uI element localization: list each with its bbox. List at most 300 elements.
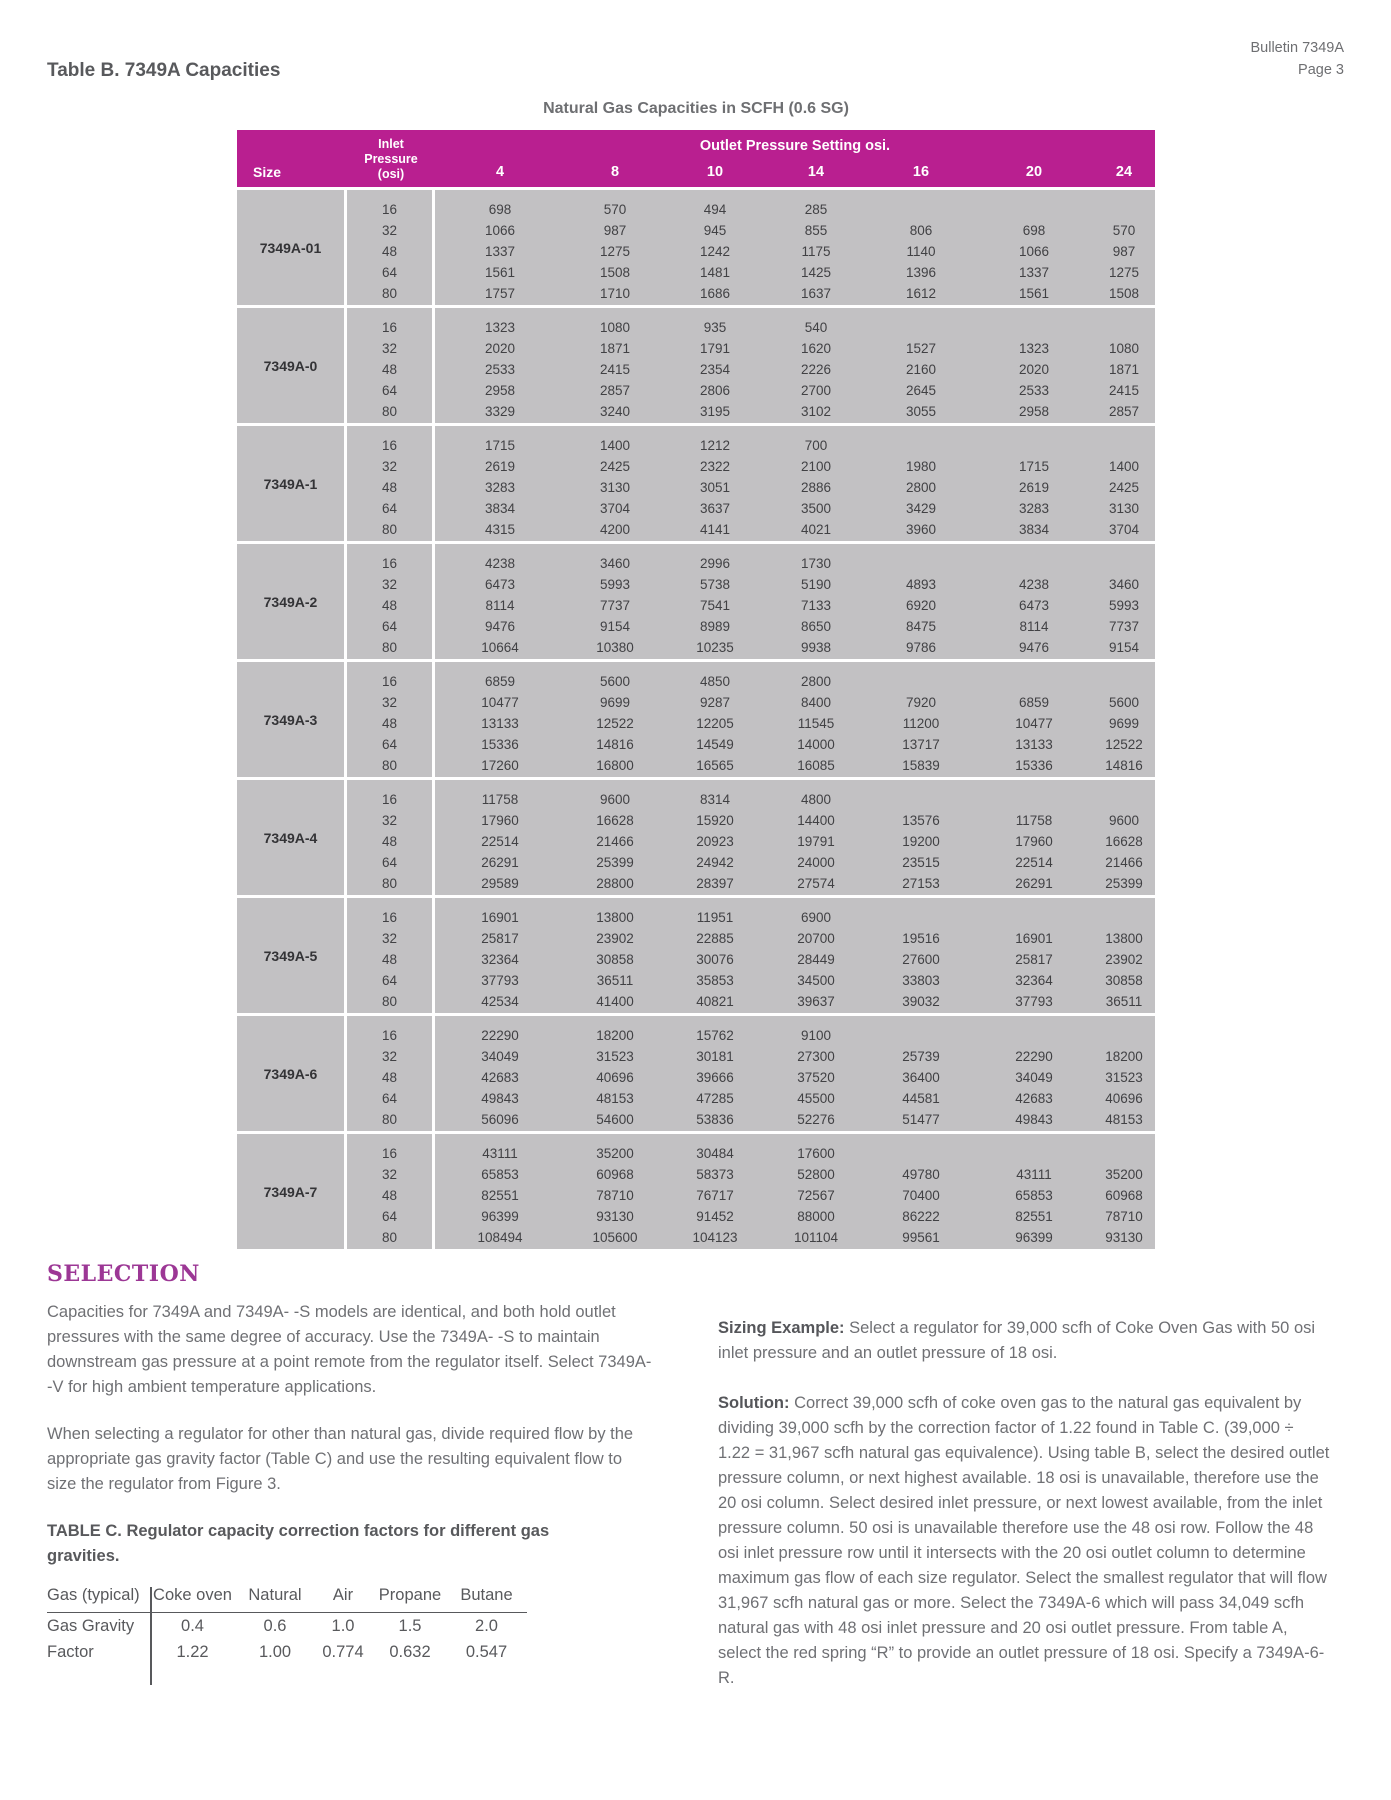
outlet-column-header: 8	[610, 164, 620, 180]
capacity-value: 7541	[699, 598, 731, 613]
inlet-pressure-value: 32	[381, 813, 398, 828]
capacity-value: 53836	[696, 1112, 734, 1127]
size-label: 7349A-7	[237, 1134, 347, 1249]
capacity-value: 935	[703, 320, 727, 335]
size-group-row	[237, 898, 1155, 1013]
capacity-value: 3500	[800, 501, 832, 516]
capacity-value: 2857	[599, 383, 631, 398]
capacity-value: 24942	[696, 855, 734, 870]
capacity-value: 14816	[1105, 758, 1143, 773]
capacity-value: 2322	[699, 459, 731, 474]
table-c-row	[47, 1639, 527, 1665]
capacity-value: 11200	[902, 716, 940, 731]
table-c-row-label: Gas Gravity	[47, 1616, 135, 1635]
capacity-value: 16565	[696, 758, 734, 773]
inlet-pressure-value: 48	[381, 952, 398, 967]
capacity-value: 6900	[800, 910, 832, 925]
capacity-value: 8989	[699, 619, 731, 634]
capacity-value: 2806	[699, 383, 731, 398]
table-c	[47, 1583, 527, 1665]
inlet-pressure-value: 32	[381, 459, 398, 474]
inlet-pressure-value: 64	[381, 973, 398, 988]
capacity-value: 15336	[1015, 758, 1053, 773]
capacity-value: 2958	[484, 383, 516, 398]
inlet-header-line: (osi)	[377, 167, 405, 181]
capacity-value: 987	[1112, 244, 1136, 259]
capacity-value: 16901	[1015, 931, 1053, 946]
capacity-value: 3195	[699, 404, 731, 419]
capacity-value: 10664	[481, 640, 519, 655]
capacity-value: 806	[909, 223, 933, 238]
capacity-value: 49843	[1015, 1112, 1053, 1127]
capacity-value: 20700	[797, 931, 835, 946]
capacity-value: 2619	[484, 459, 516, 474]
table-c-row	[47, 1613, 527, 1639]
table-c-value: 1.5	[398, 1616, 422, 1635]
sizing-example-label: Sizing Example:	[718, 1319, 845, 1337]
capacity-value: 9786	[905, 640, 937, 655]
capacity-value: 13800	[1105, 931, 1143, 946]
capacity-value: 1396	[905, 265, 937, 280]
size-group-row	[237, 426, 1155, 541]
inlet-pressure-column-header	[347, 130, 435, 187]
capacity-value: 41400	[596, 994, 634, 1009]
inlet-pressure-column	[347, 1134, 435, 1249]
outlet-pressure-heading: Outlet Pressure Setting osi.	[699, 138, 891, 154]
solution-label: Solution:	[718, 1394, 790, 1412]
capacity-value: 1140	[906, 244, 936, 259]
capacity-value: 9100	[800, 1028, 832, 1043]
capacity-value: 9600	[599, 792, 631, 807]
capacity-value: 30181	[696, 1049, 734, 1064]
outlet-column-header: 20	[1025, 164, 1043, 180]
capacity-value: 10235	[696, 640, 734, 655]
capacity-value: 15336	[481, 737, 519, 752]
capacity-value: 34049	[1015, 1070, 1053, 1085]
capacity-value: 2533	[484, 362, 516, 377]
table-c-header-row	[47, 1583, 527, 1613]
size-group-row	[237, 190, 1155, 305]
capacity-value: 2700	[800, 383, 832, 398]
size-group-row	[237, 544, 1155, 659]
selection-paragraph-1: Capacities for 7349A and 7349A- -S models are identical, and both hold outlet pressures with the same degree of accuracy. Use the 7349A- -S to maintain downstream gas pressure at a point remote from the regulator itself. Select 7349A- -V for high ambient temperature applications.	[47, 1303, 652, 1396]
capacity-value: 1275	[599, 244, 631, 259]
table-c-value: 0.774	[322, 1642, 364, 1661]
inlet-pressure-value: 32	[381, 931, 398, 946]
selection-heading: SELECTION	[47, 1261, 200, 1287]
capacity-value: 37793	[1015, 994, 1053, 1009]
inlet-pressure-value: 16	[381, 792, 398, 807]
capacity-values-grid	[435, 544, 1155, 659]
gas-column-header: Air	[332, 1586, 354, 1604]
capacity-value: 1508	[1108, 286, 1140, 301]
capacity-value: 4238	[1018, 577, 1050, 592]
inlet-pressure-value: 48	[381, 1070, 398, 1085]
inlet-pressure-value: 32	[381, 695, 398, 710]
capacity-value: 27153	[902, 876, 940, 891]
table-c-value: 2.0	[475, 1616, 498, 1635]
capacity-value: 1637	[800, 286, 832, 301]
capacity-value: 34500	[797, 973, 835, 988]
capacity-value: 40696	[596, 1070, 634, 1085]
capacity-value: 1620	[800, 341, 832, 356]
table-c-corner-header: Gas (typical)	[47, 1586, 140, 1604]
capacity-value: 15839	[902, 758, 940, 773]
capacity-value: 1871	[599, 341, 631, 356]
capacity-value: 8314	[699, 792, 731, 807]
inlet-pressure-value: 80	[381, 876, 398, 891]
inlet-pressure-value: 32	[381, 1049, 398, 1064]
capacity-value: 26291	[481, 855, 519, 870]
capacity-value: 48153	[596, 1091, 634, 1106]
inlet-pressure-column	[347, 190, 435, 305]
capacity-value: 18200	[596, 1028, 634, 1043]
capacity-value: 3429	[905, 501, 937, 516]
capacity-value: 1337	[1018, 265, 1050, 280]
capacity-value: 494	[703, 202, 727, 217]
capacity-value: 570	[1112, 223, 1136, 238]
inlet-pressure-column	[347, 662, 435, 777]
capacity-value: 36511	[1105, 994, 1143, 1009]
inlet-pressure-value: 16	[381, 910, 398, 925]
capacity-value: 22514	[481, 834, 519, 849]
inlet-pressure-value: 16	[381, 202, 398, 217]
capacity-value: 60968	[596, 1167, 634, 1182]
capacity-value: 20923	[696, 834, 734, 849]
capacity-value: 1980	[905, 459, 937, 474]
outlet-column-header: 4	[495, 164, 505, 180]
outlet-column-header: 10	[706, 164, 724, 180]
inlet-pressure-column	[347, 544, 435, 659]
capacity-value: 3460	[1108, 577, 1140, 592]
capacity-value: 25817	[1015, 952, 1053, 967]
capacity-value: 9938	[800, 640, 832, 655]
inlet-pressure-value: 80	[381, 994, 398, 1009]
inlet-pressure-value: 80	[381, 404, 398, 419]
capacity-value: 8400	[800, 695, 832, 710]
capacity-value: 78710	[596, 1188, 634, 1203]
capacity-value: 9287	[699, 695, 731, 710]
capacity-value: 1871	[1108, 362, 1140, 377]
capacity-value: 4238	[484, 556, 516, 571]
gas-column-header: Propane	[378, 1586, 442, 1604]
capacity-value: 3637	[699, 501, 731, 516]
inlet-pressure-value: 64	[381, 855, 398, 870]
capacity-value: 52276	[797, 1112, 835, 1127]
capacity-value: 2800	[905, 480, 937, 495]
capacities-table	[237, 130, 1155, 1249]
capacity-value: 25399	[1105, 876, 1143, 891]
outlet-column-header: 14	[807, 164, 825, 180]
capacity-value: 10380	[596, 640, 634, 655]
inlet-pressure-value: 32	[381, 341, 398, 356]
inlet-pressure-value: 48	[381, 598, 398, 613]
capacity-value: 35853	[696, 973, 734, 988]
capacity-value: 1212	[699, 438, 731, 453]
capacity-value: 2415	[599, 362, 631, 377]
capacity-value: 86222	[902, 1209, 940, 1224]
capacity-value: 6859	[1018, 695, 1050, 710]
capacity-value: 1730	[800, 556, 832, 571]
capacity-value: 7133	[800, 598, 832, 613]
size-group-row	[237, 662, 1155, 777]
capacity-value: 3240	[599, 404, 631, 419]
capacity-value: 1791	[699, 341, 731, 356]
table-c-value: 0.547	[465, 1642, 508, 1661]
capacity-value: 2533	[1018, 383, 1050, 398]
capacity-value: 2100	[800, 459, 832, 474]
inlet-header-line: Pressure	[364, 152, 418, 166]
table-c-title: TABLE C. Regulator capacity correction factors for different gas gravities.	[47, 1522, 550, 1565]
capacity-value: 47285	[696, 1091, 734, 1106]
capacity-value: 11758	[481, 792, 519, 807]
table-c-value: 0.6	[263, 1616, 287, 1635]
bulletin-reference	[1250, 38, 1344, 82]
size-group-row	[237, 1016, 1155, 1131]
table-c-value: 1.22	[176, 1642, 209, 1661]
capacity-value: 31523	[596, 1049, 634, 1064]
capacity-value: 108494	[477, 1230, 523, 1245]
capacity-value: 2415	[1108, 383, 1140, 398]
capacity-value: 7920	[905, 695, 937, 710]
capacity-value: 23902	[596, 931, 634, 946]
capacity-value: 27574	[797, 876, 835, 891]
capacity-value: 4315	[484, 522, 516, 537]
gas-column-header: Natural	[248, 1586, 302, 1604]
outlet-column-header: 16	[912, 164, 930, 180]
table-c-value: 0.4	[181, 1616, 204, 1635]
capacity-value: 101104	[793, 1230, 839, 1245]
inlet-pressure-value: 48	[381, 716, 398, 731]
capacity-value: 6473	[484, 577, 516, 592]
capacity-value: 70400	[902, 1188, 940, 1203]
capacity-value: 700	[804, 438, 828, 453]
capacity-values-grid	[435, 426, 1155, 541]
capacity-value: 105600	[592, 1230, 638, 1245]
capacity-value: 40821	[696, 994, 734, 1009]
inlet-pressure-column	[347, 780, 435, 895]
capacity-value: 17960	[1015, 834, 1053, 849]
capacity-value: 35200	[596, 1146, 634, 1161]
inlet-pressure-value: 16	[381, 556, 398, 571]
size-label: 7349A-4	[237, 780, 347, 895]
inlet-pressure-value: 16	[381, 1146, 398, 1161]
capacity-value: 1242	[699, 244, 731, 259]
inlet-pressure-column	[347, 426, 435, 541]
capacity-value: 4021	[800, 522, 832, 537]
capacity-value: 65853	[1015, 1188, 1053, 1203]
inlet-pressure-value: 64	[381, 737, 398, 752]
capacity-value: 3834	[484, 501, 516, 516]
capacity-value: 5190	[800, 577, 832, 592]
capacity-value: 32364	[481, 952, 519, 967]
capacity-value: 93130	[1105, 1230, 1143, 1245]
capacity-value: 7737	[599, 598, 631, 613]
capacity-value: 30858	[1105, 973, 1143, 988]
capacity-value: 2020	[484, 341, 516, 356]
capacity-values-grid	[435, 662, 1155, 777]
capacity-value: 65853	[481, 1167, 519, 1182]
capacity-value: 37793	[481, 973, 519, 988]
capacity-value: 1337	[484, 244, 516, 259]
capacity-value: 9476	[1018, 640, 1050, 655]
capacity-value: 1175	[801, 244, 831, 259]
inlet-pressure-value: 16	[381, 438, 398, 453]
capacity-values-grid	[435, 308, 1155, 423]
gas-column-header: Coke oven	[153, 1586, 232, 1604]
capacity-value: 82551	[1015, 1209, 1053, 1224]
size-label: 7349A-6	[237, 1016, 347, 1131]
selection-left-column	[47, 1300, 653, 1665]
inlet-pressure-value: 64	[381, 1091, 398, 1106]
capacity-value: 4850	[699, 674, 731, 689]
capacity-value: 45500	[797, 1091, 835, 1106]
inlet-pressure-column	[347, 898, 435, 1013]
gas-column-header: Butane	[460, 1586, 513, 1604]
capacity-value: 2354	[699, 362, 731, 377]
sizing-example-paragraph	[718, 1316, 1330, 1366]
outlet-column-header: 24	[1115, 164, 1133, 180]
selection-paragraph-2: When selecting a regulator for other than natural gas, divide required flow by the appropriate gas gravity factor (Table C) and use the resulting equivalent flow to size the regulator from Figure 3.	[47, 1425, 634, 1493]
capacity-value: 8475	[905, 619, 937, 634]
capacity-value: 22514	[1015, 855, 1053, 870]
size-label: 7349A-2	[237, 544, 347, 659]
capacity-value: 1080	[599, 320, 631, 335]
capacity-value: 5993	[1108, 598, 1140, 613]
capacity-value: 52800	[797, 1167, 835, 1182]
inlet-pressure-value: 64	[381, 383, 398, 398]
capacity-value: 6920	[905, 598, 937, 613]
capacity-value: 22885	[696, 931, 734, 946]
capacity-value: 3051	[699, 480, 731, 495]
capacity-value: 21466	[596, 834, 634, 849]
inlet-pressure-value: 32	[381, 1167, 398, 1182]
size-label: 7349A-3	[237, 662, 347, 777]
capacity-value: 96399	[481, 1209, 519, 1224]
capacity-value: 9600	[1108, 813, 1140, 828]
capacity-value: 14400	[797, 813, 835, 828]
inlet-pressure-value: 64	[381, 1209, 398, 1224]
capacity-value: 1561	[1018, 286, 1050, 301]
inlet-pressure-value: 16	[381, 1028, 398, 1043]
capacity-value: 5600	[599, 674, 631, 689]
capacity-value: 9154	[599, 619, 631, 634]
capacity-value: 11758	[1015, 813, 1053, 828]
capacity-value: 13576	[902, 813, 940, 828]
capacity-value: 43111	[1016, 1167, 1052, 1182]
capacity-value: 36400	[902, 1070, 940, 1085]
capacity-value: 570	[603, 202, 627, 217]
capacity-value: 35200	[1105, 1167, 1143, 1182]
capacity-value: 10477	[481, 695, 519, 710]
table-c-value: 1.00	[258, 1642, 292, 1661]
capacity-value: 2425	[599, 459, 631, 474]
capacity-values-grid	[435, 1134, 1155, 1249]
capacity-value: 96399	[1015, 1230, 1053, 1245]
capacity-value: 15920	[696, 813, 734, 828]
capacity-value: 1715	[1018, 459, 1050, 474]
capacity-value: 15762	[696, 1028, 734, 1043]
capacity-value: 5993	[599, 577, 631, 592]
capacity-value: 9476	[484, 619, 516, 634]
capacity-value: 1066	[1018, 244, 1050, 259]
inlet-pressure-value: 80	[381, 640, 398, 655]
capacity-value: 3460	[599, 556, 631, 571]
capacity-value: 26291	[1015, 876, 1053, 891]
bulletin-number: Bulletin 7349A	[1250, 40, 1344, 56]
size-group-row	[237, 308, 1155, 423]
capacity-value: 76717	[696, 1188, 734, 1203]
table-b-caption: Natural Gas Capacities in SCFH (0.6 SG)	[543, 100, 849, 117]
capacity-values-grid	[435, 898, 1155, 1013]
inlet-pressure-value: 80	[381, 1230, 398, 1245]
capacity-value: 39666	[696, 1070, 734, 1085]
capacity-value: 6859	[484, 674, 516, 689]
capacity-value: 1080	[1108, 341, 1140, 356]
capacity-value: 8650	[800, 619, 832, 634]
capacity-value: 42534	[481, 994, 519, 1009]
capacity-values-grid	[435, 190, 1155, 305]
size-label: 7349A-5	[237, 898, 347, 1013]
capacity-value: 3055	[905, 404, 937, 419]
inlet-pressure-column	[347, 308, 435, 423]
capacity-value: 3834	[1018, 522, 1050, 537]
capacity-value: 18200	[1105, 1049, 1143, 1064]
page-number: Page 3	[1298, 61, 1344, 78]
capacity-value: 2857	[1108, 404, 1140, 419]
inlet-header-line: Inlet	[378, 137, 404, 151]
inlet-pressure-value: 64	[381, 265, 398, 280]
capacity-value: 2996	[699, 556, 731, 571]
capacity-value: 1757	[484, 286, 516, 301]
capacity-value: 1323	[484, 320, 516, 335]
inlet-pressure-column	[347, 1016, 435, 1131]
capacity-value: 11951	[696, 910, 734, 925]
size-label: 7349A-01	[237, 190, 347, 305]
capacity-value: 12205	[696, 716, 734, 731]
capacity-value: 8114	[485, 598, 515, 613]
capacity-value: 13800	[596, 910, 634, 925]
capacity-value: 25739	[902, 1049, 940, 1064]
capacity-value: 4141	[699, 522, 731, 537]
inlet-pressure-value: 48	[381, 1188, 398, 1203]
capacity-value: 10477	[1015, 716, 1053, 731]
capacity-value: 1508	[599, 265, 631, 280]
capacity-value: 16628	[1105, 834, 1143, 849]
capacity-value: 82551	[481, 1188, 519, 1203]
capacity-value: 1527	[905, 341, 937, 356]
capacity-value: 3704	[599, 501, 631, 516]
capacity-value: 17260	[481, 758, 519, 773]
capacity-value: 1425	[800, 265, 832, 280]
capacity-value: 2958	[1018, 404, 1050, 419]
capacity-value: 27600	[902, 952, 940, 967]
capacity-value: 43111	[482, 1146, 518, 1161]
capacity-value: 3130	[599, 480, 631, 495]
capacity-value: 19200	[902, 834, 940, 849]
inlet-pressure-value: 16	[381, 320, 398, 335]
capacity-value: 56096	[481, 1112, 519, 1127]
capacity-value: 8114	[1019, 619, 1049, 634]
capacity-value: 1066	[484, 223, 516, 238]
outlet-column-headers	[435, 164, 1155, 180]
capacity-value: 2425	[1108, 480, 1140, 495]
capacity-value: 285	[804, 202, 828, 217]
capacity-value: 16800	[596, 758, 634, 773]
capacity-value: 3329	[484, 404, 516, 419]
capacity-value: 1561	[484, 265, 516, 280]
capacity-value: 3704	[1108, 522, 1140, 537]
